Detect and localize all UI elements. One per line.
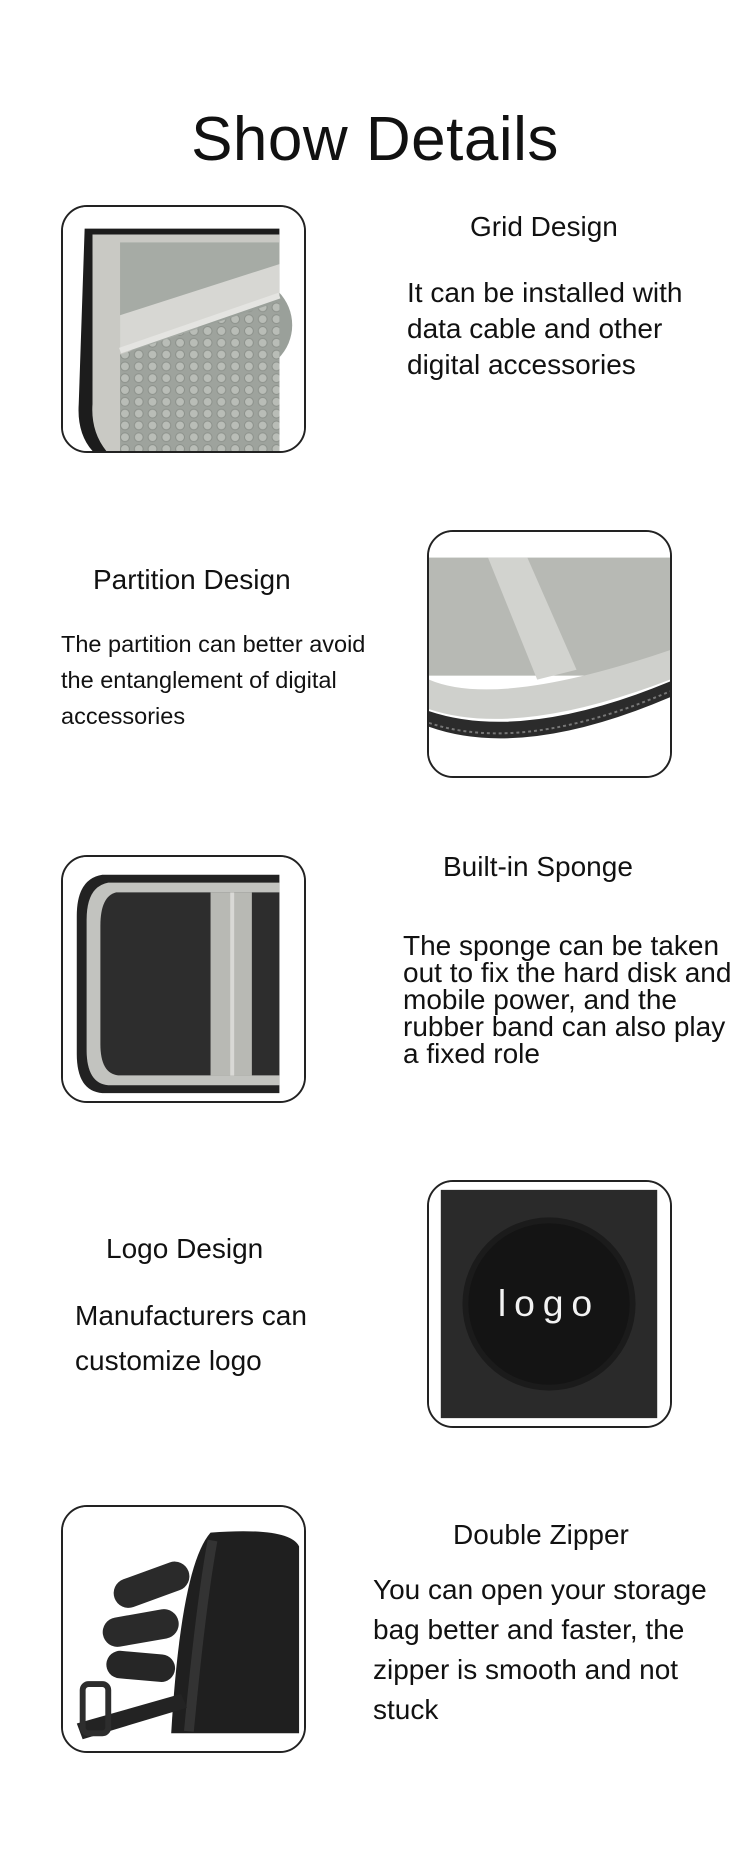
page-title: Show Details [191, 104, 559, 174]
feature-description: It can be installed with data cable and other digital accessories [407, 277, 683, 380]
feature-heading: Built-in Sponge [443, 851, 633, 882]
feature-description: The partition can better avoid the entanglement of digital accessories [61, 631, 366, 729]
feature-description: Manufacturers can customize logo [75, 1300, 307, 1376]
zipper-image [63, 1507, 304, 1751]
mesh-pocket-image [63, 207, 304, 451]
feature-heading: Double Zipper [453, 1519, 629, 1550]
grid-design-photo [61, 205, 306, 453]
logo-design-photo [427, 1180, 672, 1428]
partition-image [429, 532, 670, 776]
feature-heading: Grid Design [470, 211, 618, 242]
feature-description: The sponge can be taken out to fix the hard disk and mobile power, and the rubber band can also play a fixed role [403, 930, 732, 1069]
logo-text: logo [497, 1281, 601, 1324]
built-in-sponge-photo [61, 855, 306, 1103]
feature-description: You can open your storage bag better and faster, the zipper is smooth and not stuck [373, 1574, 707, 1725]
double-zipper-photo [61, 1505, 306, 1753]
logo-image [429, 1182, 670, 1426]
feature-heading: Partition Design [93, 564, 291, 595]
sponge-image [63, 857, 304, 1101]
feature-heading: Logo Design [106, 1233, 264, 1264]
partition-design-photo [427, 530, 672, 778]
